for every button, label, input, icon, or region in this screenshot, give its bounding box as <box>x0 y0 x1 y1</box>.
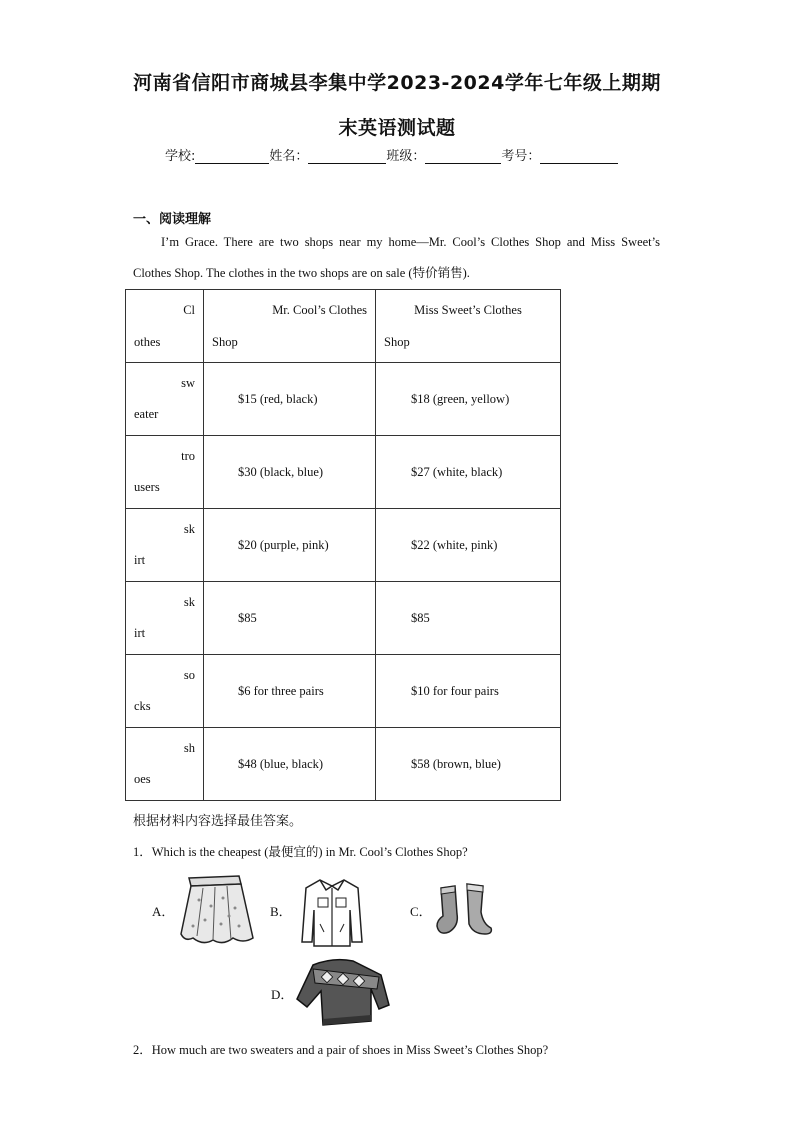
table-header-row <box>126 290 561 363</box>
table-row <box>126 436 561 509</box>
sweet-price-cell: $18 (green, yellow) <box>376 363 561 436</box>
cool-price-cell: $15 (red, black) <box>204 363 376 436</box>
cool-price-cell: $85 <box>204 582 376 655</box>
sweet-price-cell: $27 (white, black) <box>376 436 561 509</box>
page-title-line1: 河南省信阳市商城县李集中学2023-2024学年七年级上期期 <box>133 72 661 94</box>
skirt-icon[interactable] <box>177 872 257 948</box>
header-sweet-part1: Miss Sweet’s Clothes <box>414 303 522 317</box>
table-row <box>126 363 561 436</box>
question-1: 1．Which is the cheapest (最便宜的) in Mr. Cool’s Clothes Shop? <box>133 845 468 859</box>
table-row <box>126 582 561 655</box>
option-c-label[interactable]: C． <box>410 904 432 919</box>
header-cool-shop <box>204 290 376 363</box>
cool-price-cell: $48 (blue, black) <box>204 728 376 801</box>
number-label: 考号： <box>501 149 541 164</box>
cool-price-cell: $6 for three pairs <box>204 655 376 728</box>
reading-passage: I’m Grace. There are two shops near my home—Mr. Cool’s Clothes Shop and Miss Sweet’s Clothes Shop. The clothes in the two shops are on sale (特价销售). <box>133 235 660 280</box>
item-cell: tro users <box>126 436 204 509</box>
item-cell: sh oes <box>126 728 204 801</box>
header-cool-part2: Shop <box>212 335 238 349</box>
option-d-label[interactable]: D． <box>271 987 294 1002</box>
table-row <box>126 655 561 728</box>
cool-price-cell: $20 (purple, pink) <box>204 509 376 582</box>
shirt-icon[interactable] <box>296 876 368 948</box>
section-heading: 一、阅读理解 <box>133 212 212 227</box>
header-clothes-part2: othes <box>134 335 161 349</box>
student-info-row <box>165 145 618 164</box>
cool-price-cell: $30 (black, blue) <box>204 436 376 509</box>
sweater-icon[interactable] <box>293 955 393 1029</box>
item-cell: sk irt <box>126 582 204 655</box>
item-cell: sk irt <box>126 509 204 582</box>
instruction-text: 根据材料内容选择最佳答案。 <box>133 814 303 829</box>
table-row <box>126 728 561 801</box>
page-title-line2: 末英语测试题 <box>338 117 456 139</box>
header-sweet-part2: Shop <box>384 335 410 349</box>
item-cell: sw eater <box>126 363 204 436</box>
item-cell: so cks <box>126 655 204 728</box>
sweet-price-cell: $10 for four pairs <box>376 655 561 728</box>
sweet-price-cell: $22 (white, pink) <box>376 509 561 582</box>
class-blank[interactable] <box>425 149 501 164</box>
option-b-label[interactable]: B． <box>270 904 292 919</box>
name-blank[interactable] <box>308 149 386 164</box>
number-blank[interactable] <box>540 149 618 164</box>
sweet-price-cell: $85 <box>376 582 561 655</box>
header-sweet-shop <box>376 290 561 363</box>
question-2: 2．How much are two sweaters and a pair of shoes in Miss Sweet’s Clothes Shop? <box>133 1043 549 1057</box>
name-label: 姓名： <box>269 149 309 164</box>
school-blank[interactable] <box>195 149 269 164</box>
header-clothes <box>126 290 204 363</box>
header-clothes-part1: Cl <box>183 303 195 317</box>
header-cool-part1: Mr. Cool’s Clothes <box>272 303 367 317</box>
class-label: 班级： <box>386 149 426 164</box>
option-a-label[interactable]: A． <box>152 904 175 919</box>
school-label: 学校: <box>165 149 196 164</box>
socks-icon[interactable] <box>433 880 497 938</box>
sweet-price-cell: $58 (brown, blue) <box>376 728 561 801</box>
table-row <box>126 509 561 582</box>
clothes-price-table <box>125 289 561 801</box>
